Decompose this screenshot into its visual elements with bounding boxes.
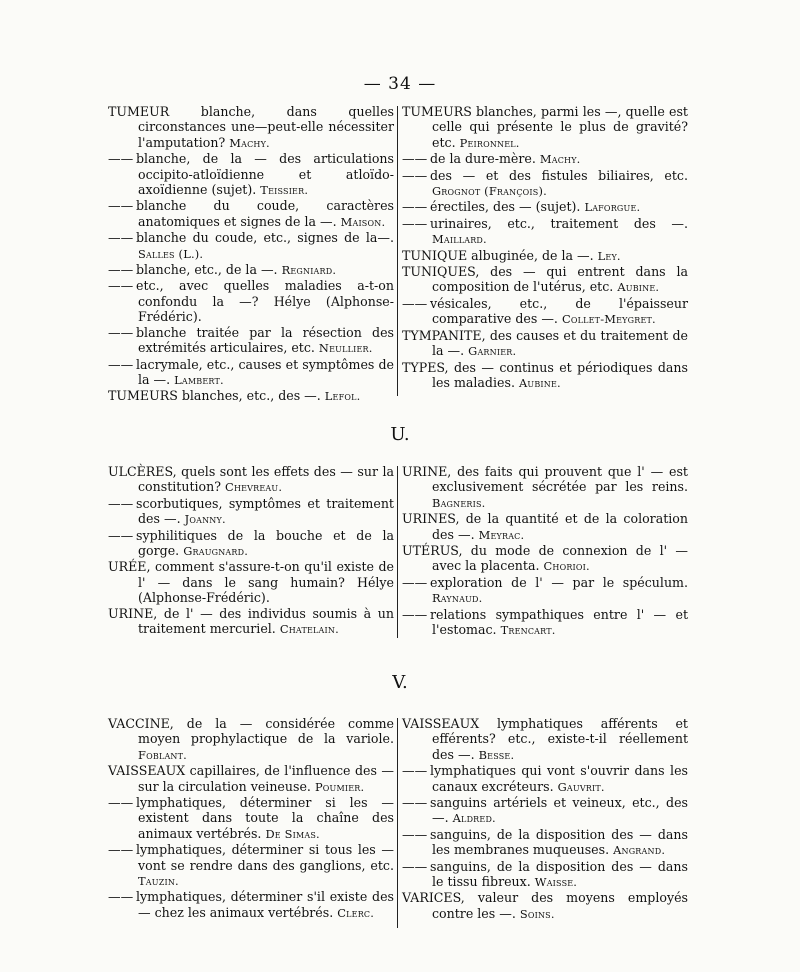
index-entry xyxy=(402,104,688,151)
continuation-dash: —— xyxy=(402,574,428,590)
index-entry xyxy=(402,360,688,392)
index-entry xyxy=(108,198,394,230)
continuation-dash: —— xyxy=(108,198,134,214)
entry-author: Aubine. xyxy=(518,375,561,390)
entry-text: UTÉRUS, du mode de connexion de l' — avec la placenta. xyxy=(402,543,688,574)
right-column xyxy=(402,104,688,391)
entry-author: Aldred. xyxy=(452,811,496,826)
column-divider xyxy=(397,718,398,928)
entry-author: Lefol. xyxy=(324,389,361,404)
entry-text: vésicales, etc., de l'épaisseur comparative des —. xyxy=(430,295,688,327)
index-entry xyxy=(108,528,394,560)
entry-author: Gauvrit. xyxy=(557,779,605,794)
entry-text: des — et des fistules biliaires, etc. xyxy=(430,167,688,183)
continuation-dash: —— xyxy=(402,826,428,842)
entry-text: TYPES, des — continus et périodiques dans les maladies. xyxy=(402,359,688,390)
entry-text: etc., avec quelles maladies a-t-on confondu la —? Hélye (Alphonse-Frédéric). xyxy=(136,278,394,325)
index-entry xyxy=(108,795,394,842)
entry-text: blanche traitée par la résection des extrémités articulaires, etc. xyxy=(136,324,394,356)
index-entry xyxy=(108,842,394,889)
entry-text: TUMEURS blanches, etc., des —. xyxy=(108,388,321,404)
entry-text: lymphatiques, déterminer s'il existe des — chez les animaux vertébrés. xyxy=(136,889,394,920)
index-entry xyxy=(402,248,688,264)
section-v xyxy=(108,716,692,936)
entry-author: Chorioi. xyxy=(543,559,590,574)
continuation-dash: —— xyxy=(402,763,428,779)
entry-author: Maison. xyxy=(340,214,386,229)
left-column xyxy=(108,716,394,921)
letter-heading-v: V. xyxy=(392,672,408,693)
entry-author: Collet-Meygret. xyxy=(561,312,656,327)
continuation-dash: —— xyxy=(108,278,134,294)
entry-text: érectiles, des — (sujet). xyxy=(430,199,581,215)
continuation-dash: —— xyxy=(402,151,428,167)
entry-author: Garnier. xyxy=(468,344,517,359)
entry-text: blanche du coude, caractères anatomiques et signes de la —. xyxy=(136,198,394,229)
entry-author: Grognot (François). xyxy=(432,184,547,199)
index-entry xyxy=(108,606,394,638)
continuation-dash: —— xyxy=(402,606,428,622)
section-u xyxy=(108,464,692,644)
entry-text: VAISSEAUX lymphatiques afférents et efférents? etc., existe-t-il réellement des —. xyxy=(402,716,688,762)
index-entry xyxy=(402,199,688,215)
entry-text: blanche, de la — des articulations occipito-atloïdienne et atloïdo-axoïdienne (sujet). xyxy=(136,151,394,198)
index-entry xyxy=(108,104,394,151)
entry-text: TUMEURS blanches, parmi les —, quelle est celle qui présente le plus de gravité? etc. xyxy=(402,104,688,150)
index-entry xyxy=(402,859,688,891)
index-entry xyxy=(108,262,394,278)
index-entry xyxy=(402,296,688,328)
entry-text: VAISSEAUX capillaires, de l'influence des — sur la circulation veineuse. xyxy=(108,763,394,794)
entry-text: URINES, de la quantité et de la coloration des —. xyxy=(402,511,688,542)
index-entry xyxy=(108,716,394,763)
index-entry xyxy=(402,543,688,575)
index-entry xyxy=(402,328,688,360)
index-entry xyxy=(402,575,688,607)
entry-text: relations sympathiques entre l' — et l'estomac. xyxy=(430,606,688,638)
entry-text: syphilitiques de la bouche et de la gorge. xyxy=(136,527,394,559)
entry-text: scorbutiques, symptômes et traitement des —. xyxy=(136,495,394,527)
index-entry xyxy=(402,168,688,200)
entry-author: De Simas. xyxy=(265,826,320,841)
page-number: — 34 — xyxy=(363,74,437,94)
entry-author: Regniard. xyxy=(281,263,337,278)
index-entry xyxy=(402,464,688,511)
continuation-dash: —— xyxy=(402,858,428,874)
continuation-dash: —— xyxy=(108,230,134,246)
column-divider xyxy=(397,466,398,638)
entry-text: TUNIQUES, des — qui entrent dans la composition de l'utérus, etc. xyxy=(402,264,688,295)
entry-text: blanche, etc., de la —. xyxy=(136,262,278,278)
entry-author: Meyrac. xyxy=(478,527,525,542)
entry-author: Waisse. xyxy=(534,875,578,890)
continuation-dash: —— xyxy=(108,795,134,811)
entry-author: Chevreau. xyxy=(225,480,283,495)
entry-author: Machy. xyxy=(539,152,581,167)
entry-author: Foblant. xyxy=(138,747,187,762)
index-entry xyxy=(108,388,394,404)
section-t xyxy=(108,104,692,404)
entry-author: Poumier. xyxy=(314,779,365,794)
entry-text: TYMPANITE, des causes et du traitement de la —. xyxy=(402,327,688,359)
entry-author: Soins. xyxy=(519,906,555,921)
entry-author: Angrand. xyxy=(613,843,666,858)
index-entry xyxy=(108,325,394,357)
index-entry xyxy=(108,559,394,605)
entry-text: sanguins, de la disposition des — dans les membranes muqueuses. xyxy=(430,826,688,858)
continuation-dash: —— xyxy=(108,495,134,511)
index-entry xyxy=(402,763,688,795)
entry-author: Laforgue. xyxy=(584,200,641,215)
entry-author: Bagneris. xyxy=(432,495,486,510)
continuation-dash: —— xyxy=(402,199,428,215)
entry-author: Maillard. xyxy=(432,232,487,247)
entry-text: URÉE, comment s'assure-t-on qu'il existe de l' — dans le sang humain? Hélye (Alphonse-Frédéric). xyxy=(108,559,394,606)
entry-text: urinaires, etc., traitement des —. xyxy=(430,215,688,231)
entry-author: Trencart. xyxy=(500,623,556,638)
entry-text: lacrymale, etc., causes et symptômes de la —. xyxy=(136,356,394,387)
entry-text: VACCINE, de la — considérée comme moyen prophylactique de la variole. xyxy=(108,716,394,747)
index-entry xyxy=(402,890,688,922)
entry-text: sanguins artériels et veineux, etc., des —. xyxy=(430,795,688,826)
index-entry xyxy=(108,357,394,389)
entry-author: Lambert. xyxy=(174,372,224,387)
entry-text: de la dure-mère. xyxy=(430,151,536,167)
entry-text: VARICES, valeur des moyens employés contre les —. xyxy=(402,890,688,921)
continuation-dash: —— xyxy=(108,262,134,278)
index-entry xyxy=(402,716,688,763)
left-column xyxy=(108,464,394,637)
index-entry xyxy=(402,151,688,167)
index-entry xyxy=(108,230,394,262)
entry-author: Raynaud. xyxy=(432,591,483,606)
column-divider xyxy=(397,106,398,396)
index-entry xyxy=(402,216,688,248)
continuation-dash: —— xyxy=(402,295,428,311)
index-entry xyxy=(108,889,394,921)
entry-author: Aubine. xyxy=(617,280,660,295)
continuation-dash: —— xyxy=(402,167,428,183)
entry-text: URINE, des faits qui prouvent que l' — est exclusivement sécrétée par les reins. xyxy=(402,464,688,495)
continuation-dash: —— xyxy=(108,527,134,543)
continuation-dash: —— xyxy=(108,889,134,905)
entry-text: URINE, de l' — des individus soumis à un traitement mercuriel. xyxy=(108,605,394,637)
continuation-dash: —— xyxy=(108,324,134,340)
continuation-dash: —— xyxy=(402,215,428,231)
entry-author: Neullier. xyxy=(318,341,373,356)
entry-author: Teissier. xyxy=(260,183,309,198)
continuation-dash: —— xyxy=(402,795,428,811)
continuation-dash: —— xyxy=(108,842,134,858)
entry-text: lymphatiques, déterminer si les — existent dans toute la chaîne des animaux vertébrés. xyxy=(136,795,394,841)
index-entry xyxy=(108,151,394,198)
continuation-dash: —— xyxy=(108,151,134,167)
left-column xyxy=(108,104,394,405)
entry-author: Machy. xyxy=(229,135,270,150)
entry-text: lymphatiques qui vont s'ouvrir dans les canaux excréteurs. xyxy=(430,763,688,794)
entry-text: blanche du coude, etc., signes de la—. xyxy=(136,230,394,246)
index-entry xyxy=(108,464,394,496)
entry-text: TUMEUR blanche, dans quelles circonstances une—peut-elle nécessiter l'amputation? xyxy=(108,104,394,150)
index-entry xyxy=(108,278,394,324)
entry-author: Graugnard. xyxy=(183,544,249,559)
entry-author: Salles (L.). xyxy=(138,246,204,261)
letter-heading-u: U. xyxy=(390,424,410,445)
entry-author: Besse. xyxy=(478,747,515,762)
entry-author: Tauzin. xyxy=(138,874,179,889)
entry-author: Ley. xyxy=(597,248,621,263)
entry-text: ULCÈRES, quels sont les effets des — sur la constitution? xyxy=(108,464,394,495)
index-entry xyxy=(108,496,394,528)
entry-author: Joanny. xyxy=(184,512,226,527)
right-column xyxy=(402,716,688,922)
entry-author: Chatelain. xyxy=(279,622,339,637)
right-column xyxy=(402,464,688,638)
index-entry xyxy=(402,511,688,543)
entry-text: lymphatiques, déterminer si tous les — vont se rendre dans des ganglions, etc. xyxy=(136,842,394,873)
continuation-dash: —— xyxy=(108,356,134,372)
index-entry xyxy=(402,607,688,639)
index-entry xyxy=(402,795,688,827)
index-entry xyxy=(402,264,688,296)
index-entry xyxy=(402,827,688,859)
entry-text: sanguins, de la disposition des — dans le tissu fibreux. xyxy=(430,858,688,890)
entry-author: Clerc. xyxy=(337,905,375,920)
entry-text: exploration de l' — par le spéculum. xyxy=(430,574,688,590)
entry-text: TUNIQUE albuginée, de la —. xyxy=(402,247,594,263)
entry-author: Peironnel. xyxy=(459,135,520,150)
index-entry xyxy=(108,763,394,795)
